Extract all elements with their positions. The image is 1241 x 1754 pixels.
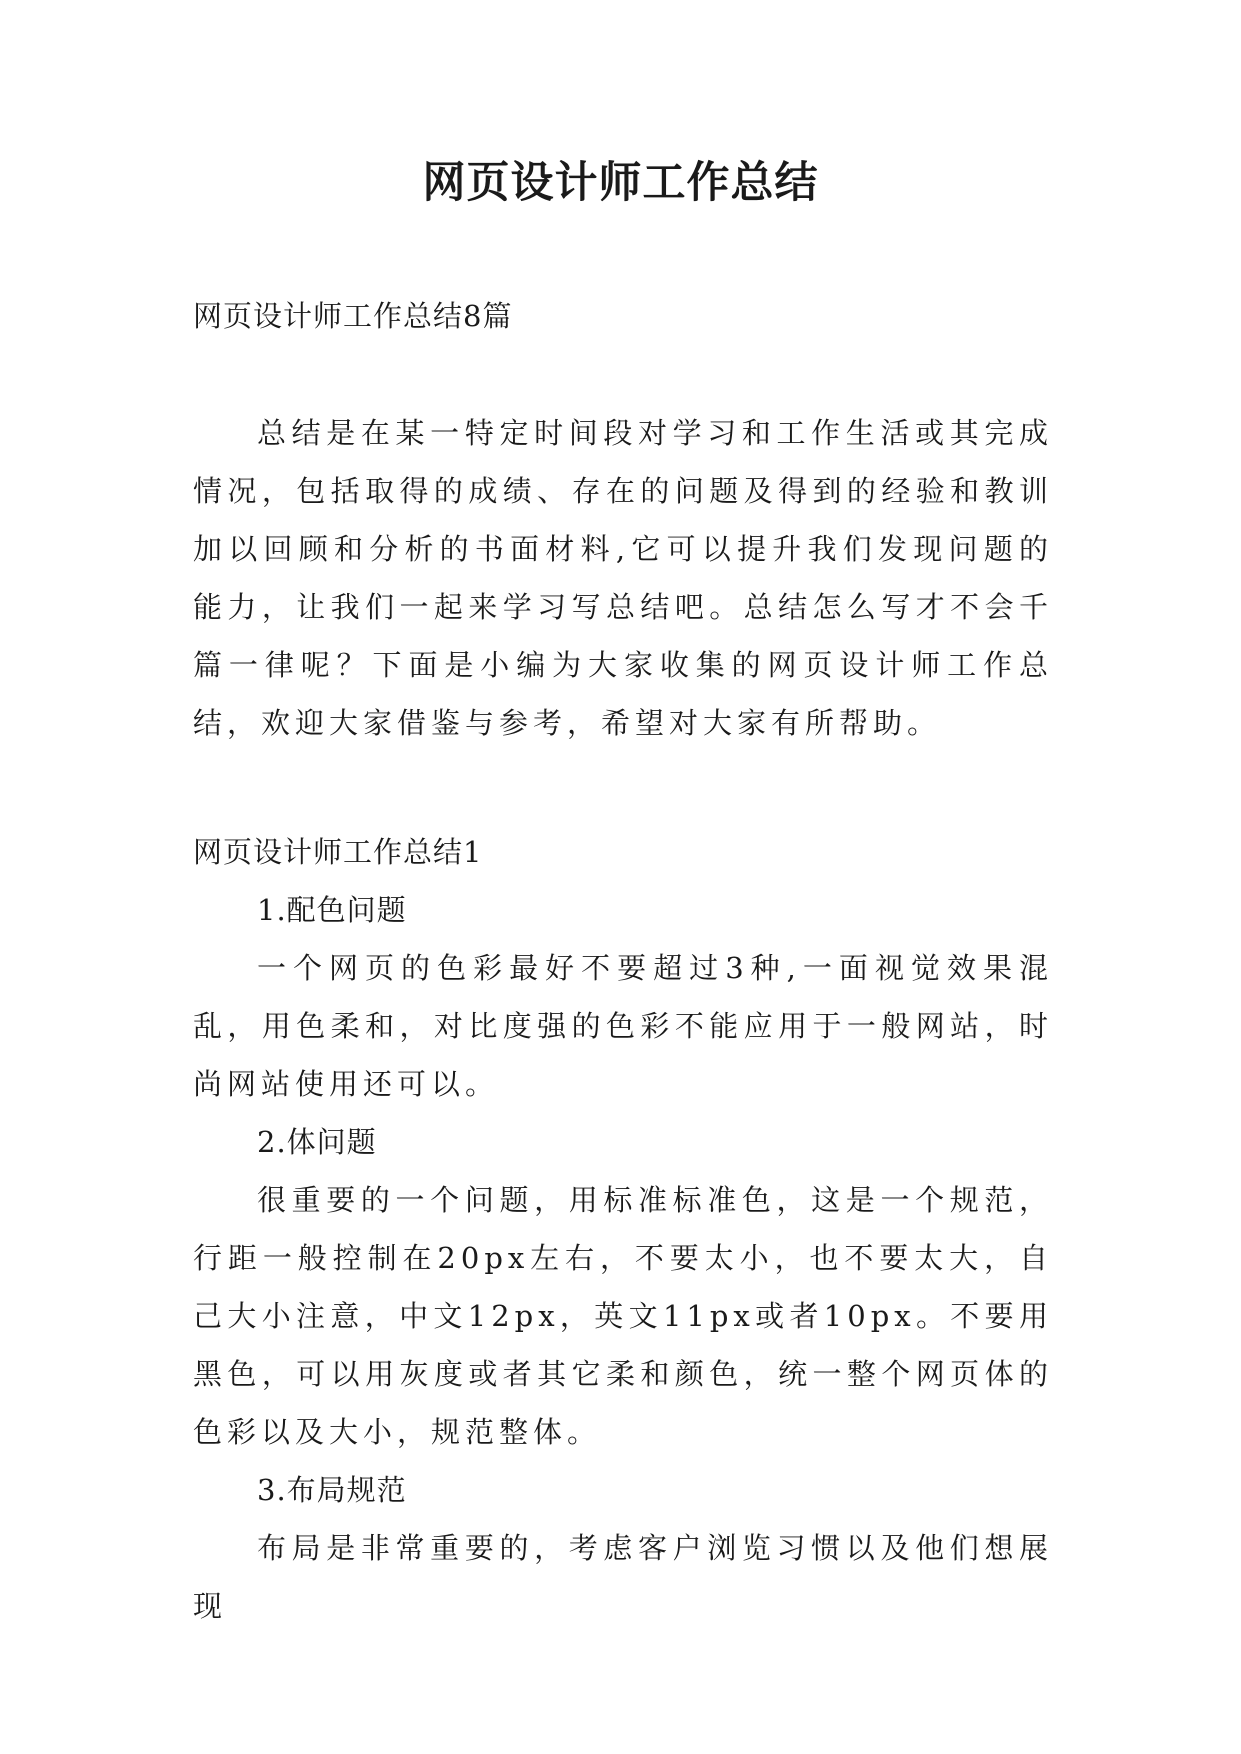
- item-body-layout: 布局是非常重要的，考虑客户浏览习惯以及他们想展现: [193, 1531, 1053, 1623]
- document-subtitle: 网页设计师工作总结8篇: [193, 299, 513, 333]
- item-body-font: 很重要的一个问题，用标准标准色，这是一个规范，行距一般控制在20px左右，不要太小，也不要太大，自己大小注意，中文12px，英文11px或者10px。不要用黑色，可以用灰度或者其它柔和颜色，统一整个网页体的色彩以及大小，规范整体。: [193, 1183, 1053, 1449]
- document-title: 网页设计师工作总结: [422, 158, 819, 208]
- item-body-color: 一个网页的色彩最好不要超过3种,一面视觉效果混乱，用色柔和，对比度强的色彩不能应用于一般网站，时尚网站使用还可以。: [193, 951, 1053, 1101]
- intro-paragraph: 总结是在某一特定时间段对学习和工作生活或其完成情况，包括取得的成绩、存在的问题及得到的经验和教训加以回顾和分析的书面材料,它可以提升我们发现问题的能力，让我们一起来学习写总结吧。总结怎么写才不会千篇一律呢？下面是小编为大家收集的网页设计师工作总结，欢迎大家借鉴与参考，希望对大家有所帮助。: [193, 416, 1053, 740]
- section-1: [193, 823, 1053, 1635]
- section-title: 网页设计师工作总结1: [193, 835, 483, 869]
- item-title-font: 2.体问题: [257, 1125, 377, 1159]
- item-title-color: 1.配色问题: [257, 893, 407, 927]
- item-title-layout: 3.布局规范: [257, 1473, 407, 1507]
